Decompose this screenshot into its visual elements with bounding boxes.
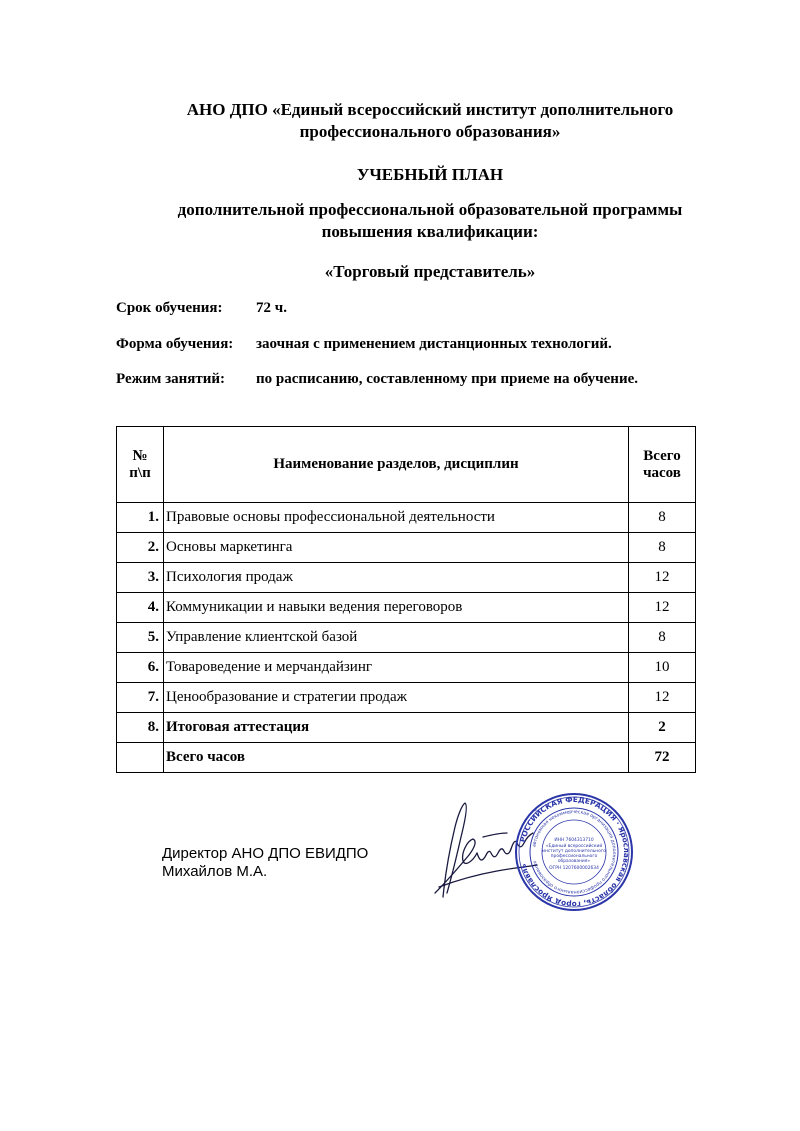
form-value: заочная с применением дистанционных технологий.	[256, 336, 612, 352]
svg-text:профессионального: профессионального	[550, 854, 598, 859]
organization-seal-icon	[513, 791, 635, 913]
subtitle-line1: дополнительной профессиональной образовательной программы	[177, 200, 683, 219]
row-discipline: Коммуникации и навыки ведения переговоров	[164, 593, 629, 623]
svg-text:ОГРН 1207600002634: ОГРН 1207600002634	[549, 866, 599, 871]
header-hours	[629, 427, 696, 503]
row-hours: 12	[629, 593, 696, 623]
document-subtitle	[100, 199, 760, 243]
header-discipline: Наименование разделов, дисциплин	[164, 427, 629, 503]
subtitle-line2: повышения квалификации:	[321, 222, 539, 241]
row-discipline: Психология продаж	[164, 563, 629, 593]
mode-value: по расписанию, составленному при приеме на обучение.	[256, 371, 638, 387]
row-number: 5.	[117, 623, 164, 653]
table-row-final-attestation	[117, 713, 696, 743]
row-number: 1.	[117, 503, 164, 533]
row-number: 8.	[117, 713, 164, 743]
row-discipline: Итоговая аттестация	[164, 713, 629, 743]
row-discipline: Основы маркетинга	[164, 533, 629, 563]
table-header-row	[117, 427, 696, 503]
row-hours: 12	[629, 563, 696, 593]
header-hours-line1: Всего	[643, 447, 681, 464]
form-label: Форма обучения:	[116, 336, 234, 352]
duration-label: Срок обучения:	[116, 300, 223, 316]
row-hours: 12	[629, 683, 696, 713]
row-discipline: Правовые основы профессиональной деятельности	[164, 503, 629, 533]
director-signature-block	[162, 845, 368, 881]
svg-text:«Единый всероссийский: «Единый всероссийский	[545, 844, 603, 849]
director-name: Михайлов М.А.	[162, 863, 268, 880]
svg-text:институт дополнительного: институт дополнительного	[542, 849, 606, 854]
table-total-row	[117, 743, 696, 773]
program-name: «Торговый представитель»	[324, 262, 536, 281]
curriculum-table	[116, 426, 696, 773]
row-hours: 10	[629, 653, 696, 683]
duration-value: 72 ч.	[256, 300, 287, 316]
table-row	[117, 503, 696, 533]
table-row	[117, 593, 696, 623]
svg-text:автономная некоммерческая орга: автономная некоммерческая организация дополнительного профессионального образования	[532, 809, 617, 895]
row-number: 7.	[117, 683, 164, 713]
institute-name-line2: профессионального образования»	[299, 122, 561, 141]
institute-name	[100, 99, 760, 143]
row-hours: 8	[629, 503, 696, 533]
header-hours-line2: часов	[643, 464, 681, 481]
total-label: Всего часов	[164, 743, 629, 773]
mode-label: Режим занятий:	[116, 371, 226, 387]
row-hours: 2	[629, 713, 696, 743]
institute-name-line1: АНО ДПО «Единый всероссийский институт дополнительного	[186, 100, 674, 119]
row-discipline: Товароведение и мерчандайзинг	[164, 653, 629, 683]
svg-text:РОССИЙСКАЯ ФЕДЕРАЦИЯ · Ярослав: РОССИЙСКАЯ ФЕДЕРАЦИЯ · Ярославская область, город Ярославль	[518, 794, 632, 910]
svg-text:образования»: образования»	[557, 859, 591, 864]
table-row	[117, 563, 696, 593]
total-hours: 72	[629, 743, 696, 773]
row-discipline: Управление клиентской базой	[164, 623, 629, 653]
row-discipline: Ценообразование и стратегии продаж	[164, 683, 629, 713]
table-row	[117, 533, 696, 563]
row-number: 4.	[117, 593, 164, 623]
row-number: 2.	[117, 533, 164, 563]
header-number: № п\п	[117, 427, 164, 503]
director-title: Директор АНО ДПО ЕВИДПО	[162, 845, 369, 862]
row-hours: 8	[629, 533, 696, 563]
row-number: 6.	[117, 653, 164, 683]
table-row	[117, 683, 696, 713]
row-number: 3.	[117, 563, 164, 593]
row-hours: 8	[629, 623, 696, 653]
document-title: УЧЕБНЫЙ ПЛАН	[356, 165, 504, 184]
table-row	[117, 623, 696, 653]
svg-text:ИНН 7604313710: ИНН 7604313710	[554, 838, 594, 843]
table-row	[117, 653, 696, 683]
total-number-cell	[117, 743, 164, 773]
